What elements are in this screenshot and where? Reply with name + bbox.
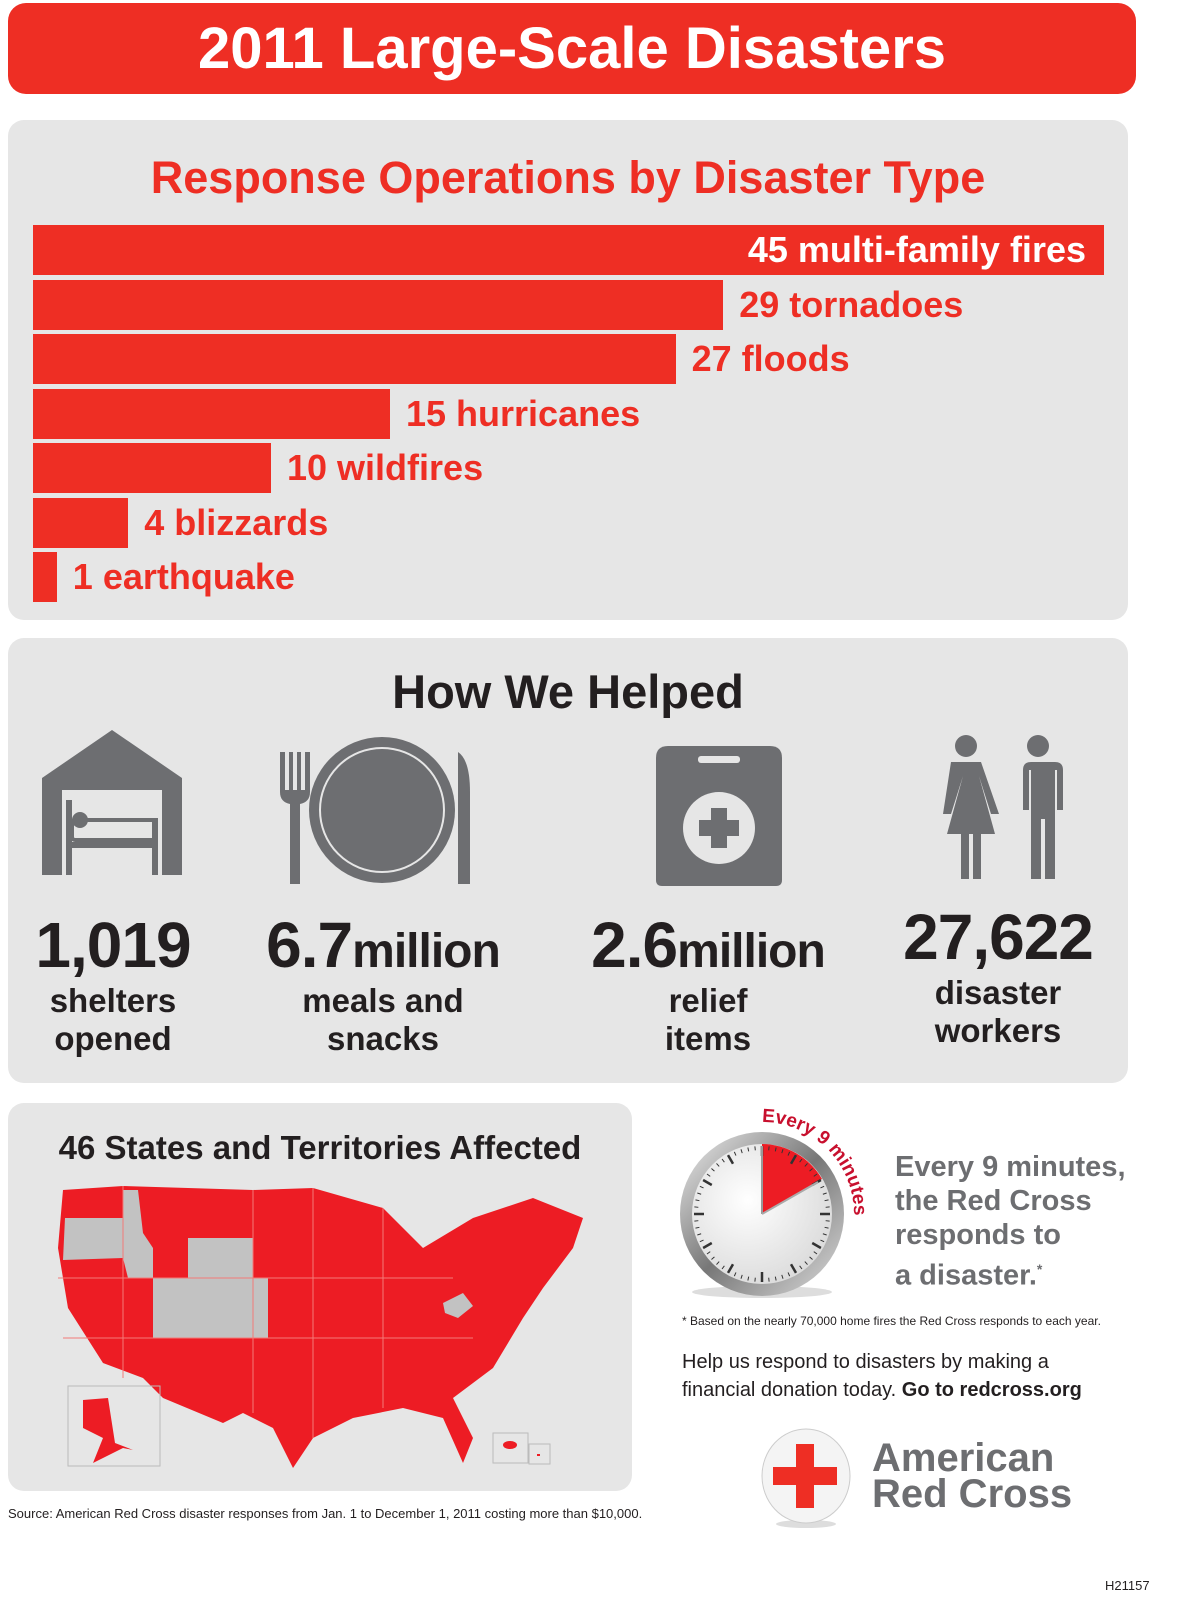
stat-workers: [888, 900, 1108, 1050]
every-line-2: the Red Cross: [895, 1185, 1092, 1217]
bar-label: 10 wildfires: [287, 447, 484, 488]
stat-label-1: disaster: [934, 974, 1062, 1011]
states-affected-panel: [8, 1103, 632, 1491]
us-map: [53, 1178, 593, 1478]
bar-floods: [33, 334, 676, 384]
every-9-minutes-text: [895, 1150, 1126, 1293]
donation-appeal: [682, 1348, 1082, 1404]
logo-line-2: Red Cross: [872, 1472, 1073, 1516]
bar-label: 27 floods: [691, 338, 850, 379]
bar-chart: [33, 225, 1113, 605]
redcross-link[interactable]: Go to redcross.org: [901, 1379, 1082, 1401]
logo-line-1: American: [872, 1436, 1055, 1480]
stat-label-2: snacks: [327, 1020, 439, 1057]
stat-number: 1,019: [35, 909, 191, 981]
stat-label-1: meals and: [302, 982, 464, 1019]
red-cross-logo-icon: [758, 1428, 854, 1528]
stat-label-2: workers: [934, 1012, 1062, 1049]
every-line-1: Every 9 minutes,: [895, 1151, 1126, 1183]
bar-label: 45 multi-family fires: [747, 229, 1086, 270]
unaffected-wyoming: [188, 1238, 253, 1278]
stat-relief-items: [563, 908, 853, 1058]
footnote-mark: *: [1036, 1261, 1043, 1277]
stat-label-1: shelters: [49, 982, 177, 1019]
bar-label: 1 earthquake: [72, 556, 295, 597]
puerto-rico: [503, 1441, 517, 1449]
document-code: H21157: [1105, 1578, 1150, 1593]
unaffected-colorado: [198, 1278, 268, 1338]
shelter-bed-icon: [42, 730, 182, 875]
stat-unit: million: [352, 925, 500, 978]
appeal-line-1: Help us respond to disasters by making a: [682, 1351, 1049, 1373]
footnote: * Based on the nearly 70,000 home fires the Red Cross responds to each year.: [682, 1314, 1101, 1328]
stat-number: 2.6: [591, 909, 678, 981]
stat-number: 27,622: [903, 901, 1093, 973]
bar-tornadoes: [33, 280, 723, 330]
stat-meals: [238, 908, 528, 1058]
bar-label: 15 hurricanes: [406, 392, 641, 434]
response-operations-panel: [8, 120, 1128, 620]
alaska-inset: [68, 1386, 160, 1466]
stat-shelters: [18, 908, 208, 1058]
map-title: 46 States and Territories Affected: [58, 1129, 582, 1166]
chart-title: Response Operations by Disaster Type: [150, 152, 986, 203]
stat-label-1: relief: [668, 982, 748, 1019]
bar-label: 4 blizzards: [144, 501, 329, 543]
stat-unit: million: [677, 925, 825, 978]
stat-number: 6.7: [266, 909, 353, 981]
helped-title: How We Helped: [392, 665, 744, 718]
title-banner: 2011 Large-Scale Disasters: [8, 3, 1136, 94]
unaffected-oregon: [63, 1218, 123, 1260]
alaska: [83, 1398, 133, 1463]
stat-label-2: opened: [54, 1020, 172, 1057]
how-we-helped-panel: [8, 638, 1128, 1083]
bar-blizzards: [33, 498, 128, 548]
bar-hurricanes: [33, 389, 390, 439]
every-line-4: a disaster.: [895, 1259, 1037, 1292]
source-note: Source: American Red Cross disaster responses from Jan. 1 to December 1, 2011 costing more than $10,000.: [8, 1506, 643, 1521]
plate-fork-knife-icon: [278, 736, 478, 884]
appeal-line-2: financial donation today.: [682, 1379, 897, 1401]
unaffected-utah: [153, 1278, 198, 1338]
bar-wildfires: [33, 443, 271, 493]
bar-label: 29 tornadoes: [739, 283, 964, 325]
stopwatch-icon: [672, 1100, 882, 1300]
first-aid-kit-icon: [656, 746, 782, 886]
every-line-3: responds to: [895, 1219, 1061, 1251]
clock-arc-label: Every 9 minutes: [761, 1105, 871, 1216]
logo-wordmark: [872, 1436, 1073, 1516]
people-icon: [933, 734, 1073, 879]
bar-earthquake: [33, 552, 57, 602]
stat-label-2: items: [664, 1020, 752, 1057]
